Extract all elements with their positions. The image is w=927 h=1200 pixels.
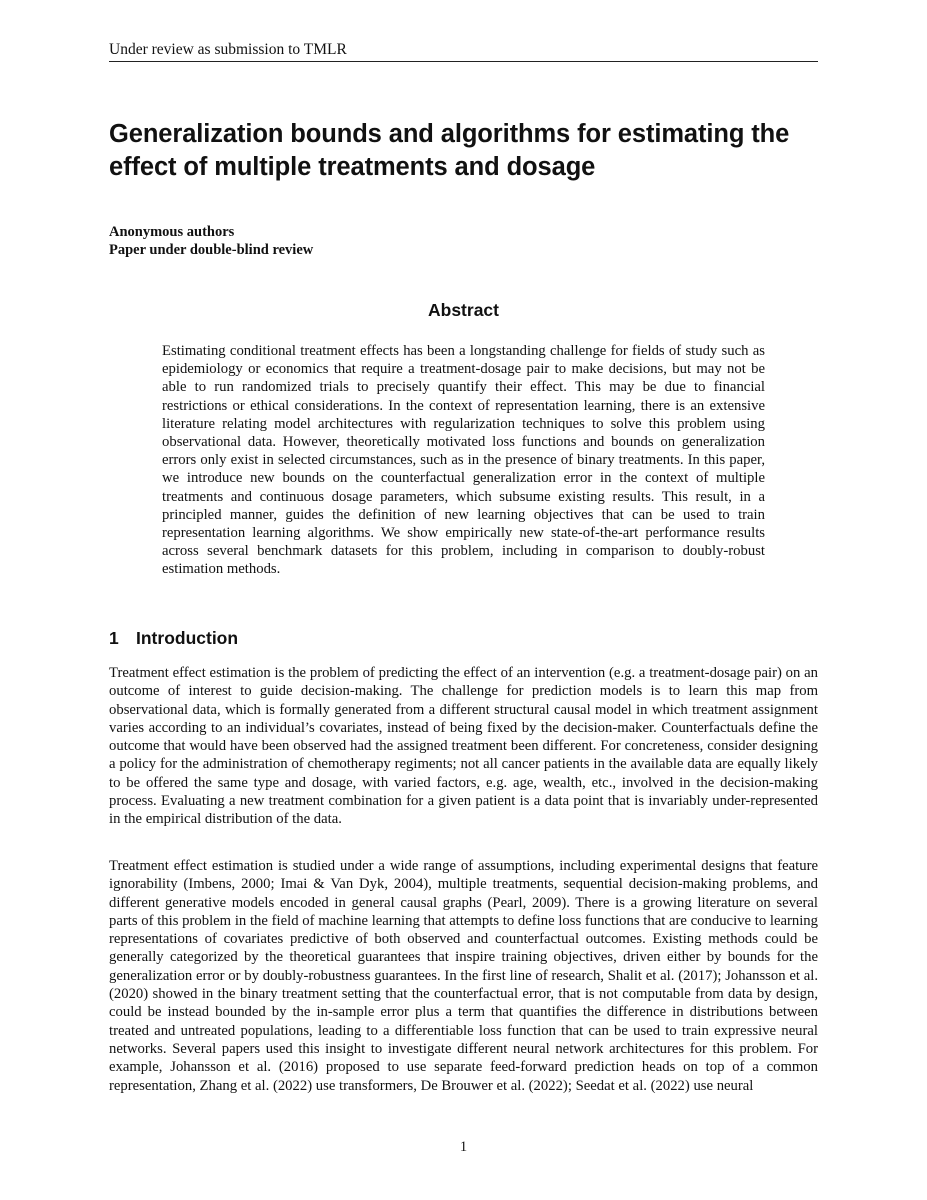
section-number: 1 (109, 628, 119, 648)
author-block (109, 223, 609, 259)
review-status-line: Paper under double-blind review (109, 242, 314, 258)
section-heading-introduction (109, 627, 238, 649)
abstract-heading: Abstract (428, 300, 499, 320)
abstract-text: Estimating conditional treatment effects has been a longstanding challenge for fields of study such as epidemiology or economics that require a treatment-dosage pair to make decisions, but may not be able to run randomized trials to precisely quantify their effect. This may be due to financial restrictions or ethical considerations. In the context of representation learning, there is an extensive literature relating model architectures with regularization techniques to solve this problem using observational data. However, theoretically motivated loss functions and bounds on generalization errors only exist in selected circumstances, such as in the presence of binary treatments. In this paper, we introduce new bounds on the counterfactual generalization error in the context of multiple treatments and continuous dosage parameters, which subsume existing results. This result, in a principled manner, guides the definition of new learning objectives that can be used to train representation learning algorithms. We show empirically new state-of-the-art performance results across several benchmark datasets for this problem, including in comparison to doubly-robust estimation methods. (162, 343, 765, 578)
paper-title: Generalization bounds and algorithms for estimating the effect of multiple treatments and dosage (109, 120, 790, 181)
running-header: Under review as submission to TMLR (109, 41, 818, 62)
section-title: Introduction (136, 628, 239, 648)
intro-paragraph-1: Treatment effect estimation is the problem of predicting the effect of an intervention (e.g. a treatment-dosage pair) on an outcome of interest to guide decision-making. The challenge for prediction models is to learn this map from observational data, which is formally generated from a different structural causal model in which treatment assignment varies according to an individual’s covariates, instead of being fixed by the decision-maker. Counterfactuals define the outcome that would have been observed had the assigned treatment been different. For concreteness, consider designing a policy for the administration of chemotherapy regiments; not all cancer patients in the available data are equally likely to be offered the same type and dosage, with varied factors, e.g. age, wealth, etc., involved in the decision-making process. Evaluating a new treatment combination for a given patient is a data point that is invariably under-represented in the empirical distribution of the data. (109, 665, 818, 828)
page-number: 1 (459, 1139, 468, 1155)
authors-line: Anonymous authors (109, 224, 235, 240)
intro-paragraph-2: Treatment effect estimation is studied under a wide range of assumptions, including experimental designs that feature ignorability (Imbens, 2000; Imai & Van Dyk, 2004), multiple treatments, sequential decision-making problems, and different generative models encoded in general causal graphs (Pearl, 2009). There is a growing literature on several parts of this problem in the field of machine learning that attempts to define loss functions that are conducive to learning representations of covariates predictive of both observed and counterfactual outcomes. Existing methods could be generally categorized by the theoretical guarantees that inspire training objectives, driven either by bounds for the generalization error or by doubly-robustness guarantees. In the first line of research, Shalit et al. (2017); Johansson et al. (2020) showed in the binary treatment setting that the counterfactual error, that is not computable from data by design, could be instead bounded by the in-sample error plus a term that quantifies the difference in distributions between treated and untreated populations, leading to a differentiable loss function that can be used to train expressive neural networks. Several papers used this insight to investigate different neural network architectures for this problem. For example, Johansson et al. (2016) proposed to use separate feed-forward prediction heads on top of a common representation, Zhang et al. (2022) use transformers, De Brouwer et al. (2022); Seedat et al. (2022) use neural (109, 858, 818, 1094)
